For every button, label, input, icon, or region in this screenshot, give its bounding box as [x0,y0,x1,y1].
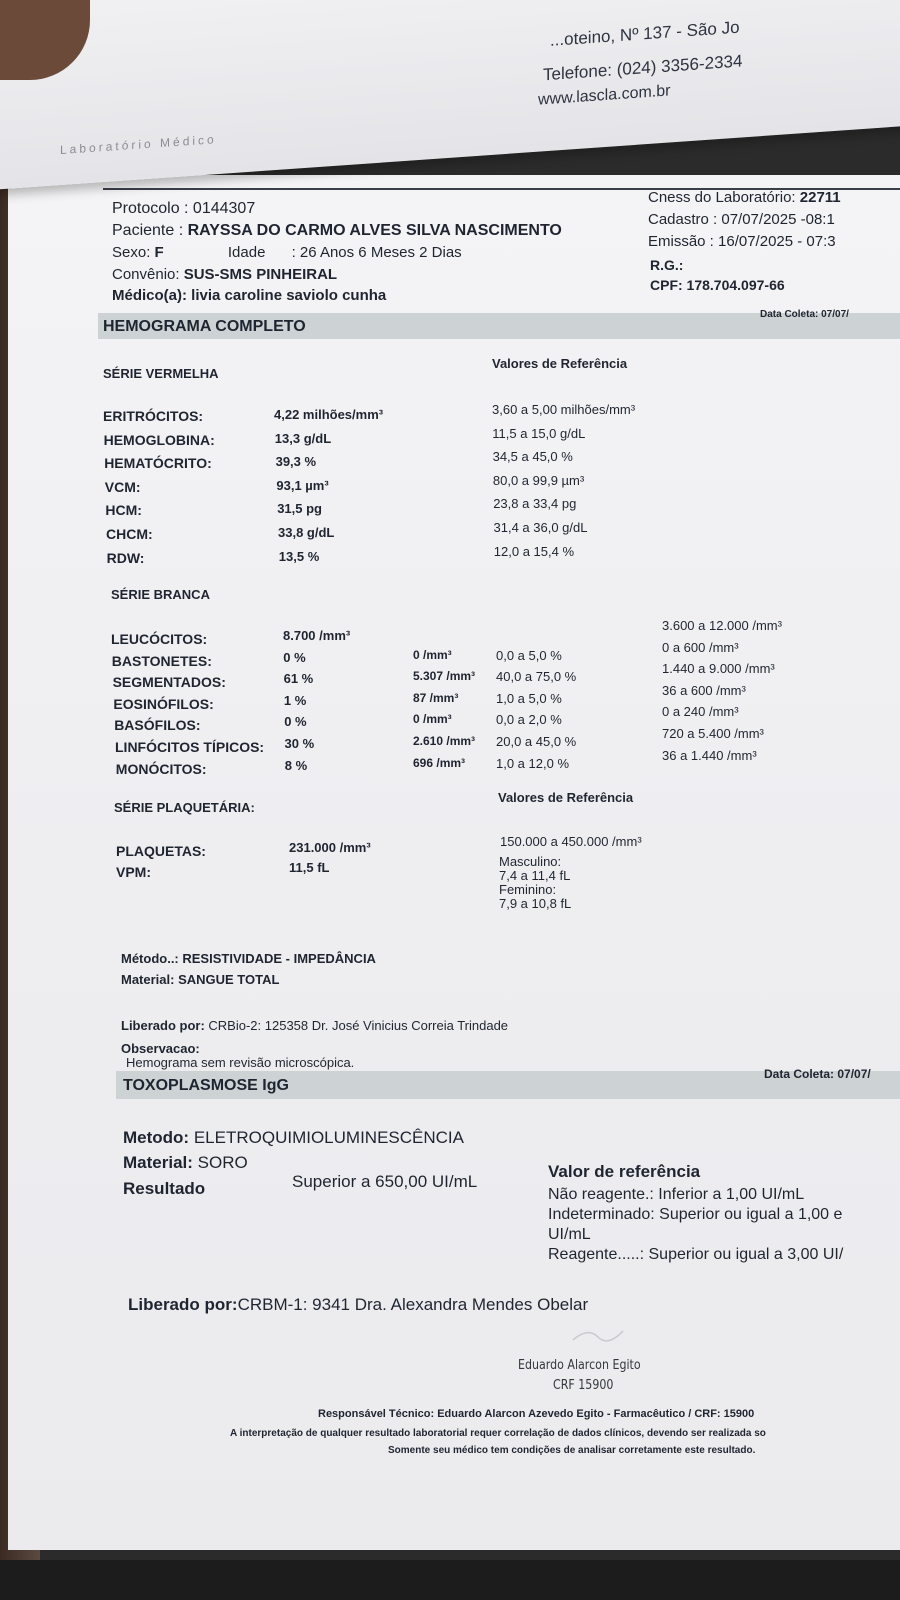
branca-row-pct: 0 % [284,714,307,730]
vpm-value: 11,5 fL [289,860,330,875]
branca-row-ref-pct: 0,0 a 2,0 % [496,712,562,728]
vpm-ref [499,855,571,911]
lab-phone: Telefone: (024) 3356-2334 [543,51,743,85]
cness-label: Cness do Laboratório: [648,189,796,206]
previous-page-sheet [0,0,900,190]
branca-row-ref-abs: 0 a 240 /mm³ [662,704,739,720]
convenio-label: Convênio: [112,266,180,283]
branca-row-pct: 8 % [284,757,308,773]
branca-row-label: LEUCÓCITOS: [111,631,208,647]
branca-row-ref-pct: 1,0 a 12,0 % [496,755,569,771]
idade-label: Idade [227,244,266,261]
branca-row-ref-pct: 0,0 a 5,0 % [496,647,562,663]
paciente-name: RAYSSA DO CARMO ALVES SILVA NASCIMENTO [187,222,562,239]
vermelha-row-value: 93,1 µm³ [276,477,329,493]
signature-name: Eduardo Alarcon Egito [518,1358,641,1373]
vermelha-row-ref: 12,0 a 15,4 % [493,543,575,559]
cadastro: Cadastro : 07/07/2025 -08:1 [648,211,835,228]
convenio-value: SUS-SMS PINHEIRAL [183,266,338,283]
cness-row [648,189,841,206]
aviso-line-1: A interpretação de qualquer resultado laboratorial requer correlação de dados clínicos, devendo ser realizada so [230,1428,766,1439]
lab-website: www.lascla.com.br [538,82,671,109]
branca-row-abs: 0 /mm³ [413,647,452,662]
signature-scribble [568,1325,628,1345]
vermelha-row-value: 13,3 g/dL [274,430,332,446]
vermelha-row-value: 4,22 milhões/mm³ [274,407,384,422]
hemograma-metodo: Método..: RESISTIVIDADE - IMPEDÂNCIA [121,951,376,966]
medico: Médico(a): livia caroline saviolo cunha [112,287,387,304]
vermelha-row-ref: 34,5 a 45,0 % [492,449,573,465]
vermelha-row-ref: 23,8 a 33,4 pg [493,496,577,512]
photo-bottom-edge [0,1560,900,1600]
toxo-ref [548,1185,843,1265]
emissao: Emissão : 16/07/2025 - 07:3 [648,233,836,250]
sexo-label: Sexo: [112,244,151,261]
paciente-label: Paciente : [112,222,184,239]
toxo-ref-line: Reagente.....: Superior ou igual a 3,00 UI/ [548,1246,844,1263]
serie-plaquetaria-title: SÉRIE PLAQUETÁRIA: [114,800,255,815]
convenio-row [112,266,337,283]
plaquetas-ref: 150.000 a 450.000 /mm³ [500,834,642,849]
vermelha-row-label: VCM: [104,478,141,495]
vermelha-row-label: HEMATÓCRITO: [104,455,212,472]
branca-row-pct: 0 % [283,649,306,665]
toxo-ref-line: Indeterminado: Superior ou igual a 1,00 e [548,1206,843,1223]
vpm-label: VPM: [116,864,151,880]
branca-row-ref-abs: 3.600 a 12.000 /mm³ [662,618,782,633]
hemograma-data-coleta: Data Coleta: 07/07/ [760,309,849,320]
serie-vermelha-title: SÉRIE VERMELHA [103,366,219,381]
toxo-metodo [123,1128,464,1148]
cpf: CPF: 178.704.097-66 [650,277,785,293]
vermelha-row-label: HCM: [105,502,142,519]
idade-value: : 26 Anos 6 Meses 2 Dias [291,244,462,261]
branca-row-label: EOSINÓFILOS: [113,695,214,712]
branca-row-label: BASÓFILOS: [114,717,201,734]
branca-row-pct: 1 % [283,692,307,708]
plaquetas-value: 231.000 /mm³ [289,840,371,855]
toxo-title: TOXOPLASMOSE IgG [123,1077,289,1094]
branca-row-label: LINFÓCITOS TÍPICOS: [115,739,265,755]
plaquetas-label: PLAQUETAS: [116,843,206,859]
branca-row-abs: 696 /mm³ [413,755,466,770]
toxo-material-value: SORO [197,1153,248,1172]
vermelha-row-label: RDW: [106,549,145,566]
aviso-line-2: Somente seu médico tem condições de analisar corretamente este resultado. [388,1445,756,1456]
vermelha-ref-title: Valores de Referência [492,356,628,371]
serie-branca-title: SÉRIE BRANCA [111,587,210,602]
toxo-liberado-label: Liberado por: [128,1295,238,1314]
toxo-metodo-label: Metodo: [123,1128,190,1147]
toxo-metodo-value: ELETROQUIMIOLUMINESCÊNCIA [193,1128,464,1147]
branca-row-ref-pct: 40,0 a 75,0 % [496,669,577,685]
toxo-resultado-value: Superior a 650,00 UI/mL [292,1172,478,1191]
vpm-ref-line: 7,4 a 11,4 fL [499,868,571,883]
observacao: Hemograma sem revisão microscópica. [126,1055,355,1070]
vermelha-row-ref: 11,5 a 15,0 g/dL [492,425,586,441]
branca-row-abs: 87 /mm³ [413,690,459,705]
rg: R.G.: [650,257,684,273]
branca-row-ref-abs: 36 a 1.440 /mm³ [662,747,757,763]
vermelha-row-ref: 80,0 a 99,9 µm³ [492,472,585,488]
branca-row-pct: 30 % [284,736,315,751]
paciente-row [112,222,562,240]
toxo-material-label: Material: [123,1153,193,1172]
toxo-ref-line: Não reagente.: Inferior a 1,00 UI/mL [548,1186,805,1203]
toxo-material [123,1153,248,1173]
vermelha-row-value: 39,3 % [275,454,317,470]
toxo-liberado [128,1295,588,1315]
sexo-value: F [154,244,164,261]
branca-row-ref-abs: 0 a 600 /mm³ [662,639,739,655]
vpm-ref-line: 7,9 a 10,8 fL [499,896,572,911]
lab-address: ...oteino, Nº 137 - São Jo [550,17,740,50]
vermelha-row-label: ERITRÓCITOS: [103,408,204,424]
vermelha-row-value: 31,5 pg [277,501,322,517]
branca-row-ref-abs: 720 a 5.400 /mm³ [662,726,764,741]
vpm-ref-line: Feminino: [499,882,557,897]
vermelha-row-value: 13,5 % [278,548,320,564]
branca-row-ref-pct: 1,0 a 5,0 % [496,690,562,706]
hemograma-material: Material: SANGUE TOTAL [121,972,280,987]
branca-row-pct: 61 % [283,671,314,687]
vermelha-row-label: HEMOGLOBINA: [103,431,215,448]
protocolo: Protocolo : 0144307 [112,200,256,217]
toxo-ref-title: Valor de referência [548,1162,701,1181]
hemograma-title: HEMOGRAMA COMPLETO [103,318,306,335]
lab-report-sheet [8,175,900,1550]
vpm-ref-line: Masculino: [499,854,562,869]
vermelha-row-ref: 31,4 a 36,0 g/dL [493,520,588,535]
branca-row-label: BASTONETES: [111,652,212,669]
branca-row-label: MONÓCITOS: [115,760,207,777]
signature-crf: CRF 15900 [553,1378,614,1393]
toxo-resultado-label: Resultado [123,1179,206,1198]
toxo-ref-line: UI/mL [548,1226,591,1243]
lab-logo-text: Laboratório Médico [60,132,217,158]
liberado-value: CRBio-2: 125358 Dr. José Vinicius Correia Trindade [208,1018,509,1033]
branca-row-ref-abs: 36 a 600 /mm³ [662,682,746,698]
hemograma-liberado [121,1018,508,1033]
liberado-label: Liberado por: [121,1018,205,1033]
branca-row-abs: 2.610 /mm³ [413,734,476,748]
observacao-label: Observacao: [121,1041,200,1056]
branca-row-label: SEGMENTADOS: [112,674,226,691]
branca-row-abs: 5.307 /mm³ [413,669,476,684]
cness-number: 22711 [799,189,841,206]
vermelha-row-label: CHCM: [106,526,153,542]
plaquetaria-ref-title: Valores de Referência [498,790,634,805]
branca-row-ref-pct: 20,0 a 45,0 % [496,734,577,749]
sexo-row [112,244,462,261]
vermelha-row-ref: 3,60 a 5,00 milhões/mm³ [492,402,636,417]
toxo-data-coleta: Data Coleta: 07/07/ [764,1067,871,1081]
vermelha-row-value: 33,8 g/dL [278,525,335,540]
branca-row-ref-abs: 1.440 a 9.000 /mm³ [662,661,775,677]
responsavel-tecnico: Responsável Técnico: Eduardo Alarcon Azevedo Egito - Farmacêutico / CRF: 15900 [318,1408,755,1420]
branca-row-abs: 0 /mm³ [413,712,452,727]
branca-row-pct: 8.700 /mm³ [283,628,351,643]
toxo-liberado-value: CRBM-1: 9341 Dra. Alexandra Mendes Obelar [237,1295,589,1314]
